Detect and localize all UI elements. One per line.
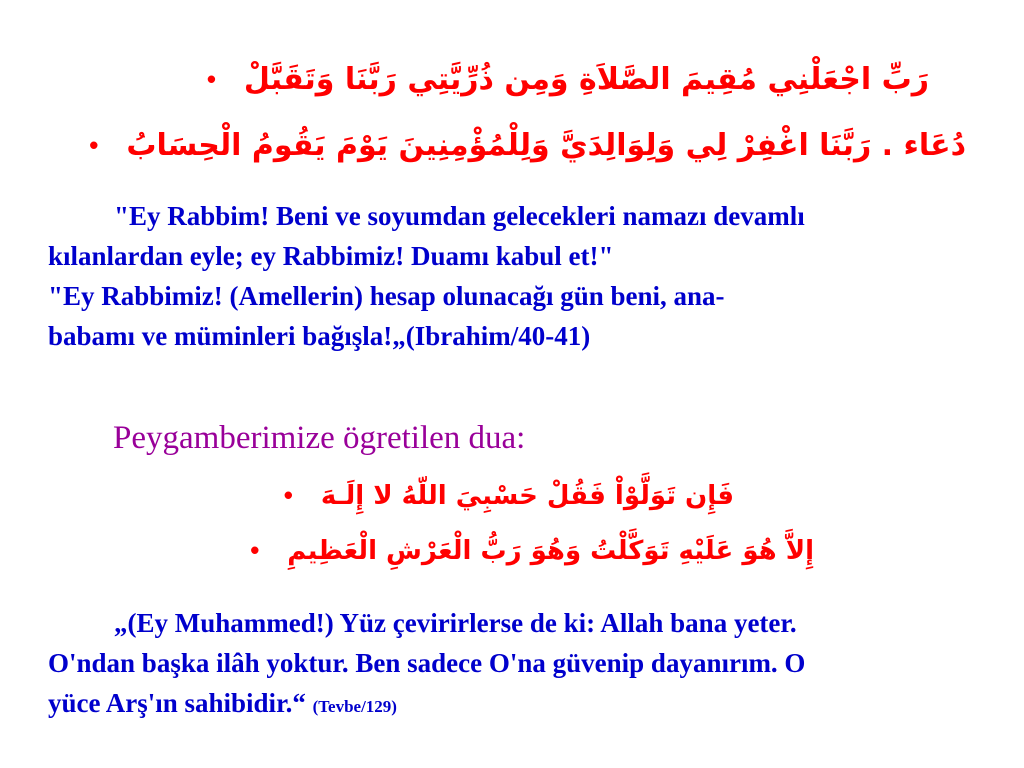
arabic-text: رَبِّ اجْعَلْنِي مُقِيمَ الصَّلاَةِ وَمِن ذُرِّيَّتِي رَبَّنَا وَتَقَبَّلْ [243, 62, 929, 97]
translation-line: "Ey Rabbim! Beni ve soyumdan gelecekleri namazı devamlı [114, 201, 805, 231]
arabic-verse-line-2 [89, 128, 966, 163]
translation-line: kılanlardan eyle; ey Rabbimiz! Duamı kabul et!" [48, 241, 614, 271]
translation-line: „(Ey Muhammed!) Yüz çevirirlerse de ki: Allah bana yeter. [114, 608, 797, 638]
translation-line: yüce Arş'ın sahibidir.“ [48, 688, 306, 718]
translation-line: O'ndan başka ilâh yoktur. Ben sadece O'na güvenip dayanırım. O [48, 648, 806, 678]
arabic-text: دُعَاء . رَبَّنَا اغْفِرْ لِي وَلِوَالِدَيَّ وَلِلْمُؤْمِنِينَ يَوْمَ يَقُومُ الْحِسَابُ [126, 128, 966, 163]
bullet-icon: • [283, 480, 293, 510]
verse-reference: (Tevbe/129) [312, 697, 397, 716]
bullet-icon: • [89, 130, 99, 160]
section-heading: Peygamberimize ögretilen dua: [113, 420, 526, 456]
arabic-text: فَإِن تَوَلَّوْاْ فَقُلْ حَسْبِيَ اللّهُ لا إِلَـهَ [320, 480, 734, 511]
bullet-icon: • [250, 535, 260, 565]
arabic-text: إِلاَّ هُوَ عَلَيْهِ تَوَكَّلْتُ وَهُوَ رَبُّ الْعَرْشِ الْعَظِيمِ [287, 535, 814, 566]
translation-line: "Ey Rabbimiz! (Amellerin) hesap olunacağı gün beni, ana- [48, 281, 725, 311]
translation-ibrahim [48, 196, 1008, 356]
translation-tevbe [48, 603, 1008, 727]
arabic-verse-line-1 [207, 62, 929, 97]
translation-line: babamı ve müminleri bağışla!„(Ibrahim/40-41) [48, 321, 591, 351]
arabic-verse-line-4 [250, 535, 814, 566]
arabic-verse-line-3 [284, 480, 734, 511]
bullet-icon: • [206, 64, 216, 94]
